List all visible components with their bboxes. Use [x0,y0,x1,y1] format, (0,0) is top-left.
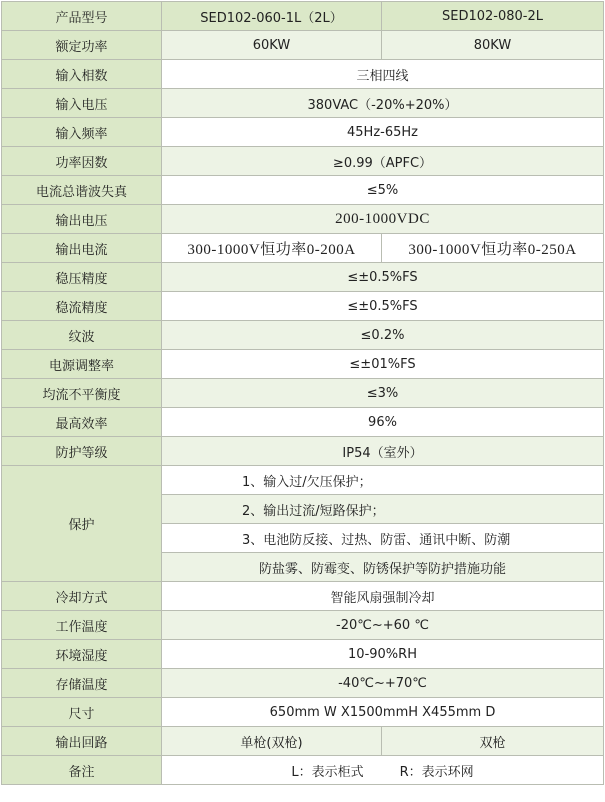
row-label: 纹波 [2,321,162,350]
row-value-b: 80KW [382,31,604,60]
protection-row [2,466,604,495]
row-label: 防护等级 [2,437,162,466]
model-b: SED102-080-2L [382,2,604,31]
row-label: 均流不平衡度 [2,379,162,408]
table-row [2,727,604,756]
row-value-a: 300-1000V恒功率0-200A [162,234,382,263]
row-value: ≤3% [162,379,604,408]
table-row [2,205,604,234]
row-label: 输入电压 [2,89,162,118]
row-label: 稳压精度 [2,263,162,292]
row-value: ≤5% [162,176,604,205]
table-row [2,582,604,611]
table-row [2,89,604,118]
notes-label: 备注 [2,756,162,785]
protection-item: 2、输出过流/短路保护； [162,495,604,524]
table-row [2,234,604,263]
row-value: 380VAC（-20%+20%） [162,89,604,118]
protection-item: 防盐雾、防霉变、防锈保护等防护措施功能 [162,553,604,582]
row-label: 工作温度 [2,611,162,640]
row-value: 45Hz-65Hz [162,118,604,147]
row-value: 10-90%RH [162,640,604,669]
row-label: 输出电压 [2,205,162,234]
note-l: L：表示柜式 [291,764,364,780]
protection-item: 1、输入过/欠压保护； [162,466,604,495]
row-value: ≤±01%FS [162,350,604,379]
row-label: 输出电流 [2,234,162,263]
protection-item: 3、电池防反接、过热、防雷、通讯中断、防潮 [162,524,604,553]
table-row [2,698,604,727]
row-value: -40℃~+70℃ [162,669,604,698]
row-label: 输入相数 [2,60,162,89]
protection-label: 保护 [2,466,162,582]
table-row [2,321,604,350]
row-value: IP54（室外） [162,437,604,466]
table-row [2,31,604,60]
row-value: ≤0.2% [162,321,604,350]
row-label: 存储温度 [2,669,162,698]
row-label: 电流总谐波失真 [2,176,162,205]
row-label: 输入频率 [2,118,162,147]
row-label: 冷却方式 [2,582,162,611]
row-label: 电源调整率 [2,350,162,379]
header-row [2,2,604,31]
header-label: 产品型号 [2,2,162,31]
row-label: 最高效率 [2,408,162,437]
outputs-label: 输出回路 [2,727,162,756]
table-row [2,640,604,669]
note-r: R：表示环网 [399,764,474,780]
row-label: 环境湿度 [2,640,162,669]
outputs-value-a: 单枪(双枪) [162,727,382,756]
model-a: SED102-060-1L（2L） [162,2,382,31]
row-value: 96% [162,408,604,437]
row-value: 200-1000VDC [162,205,604,234]
row-value-b: 300-1000V恒功率0-250A [382,234,604,263]
outputs-value-b: 双枪 [382,727,604,756]
table-row [2,60,604,89]
row-label: 额定功率 [2,31,162,60]
table-row [2,669,604,698]
table-row [2,263,604,292]
row-value: -20℃~+60 ℃ [162,611,604,640]
table-row [2,379,604,408]
table-row [2,437,604,466]
table-row [2,408,604,437]
table-row [2,350,604,379]
row-value: ≥0.99（APFC） [162,147,604,176]
row-value: 650mm W X1500mmH X455mm D [162,698,604,727]
row-value: ≤±0.5%FS [162,292,604,321]
table-row [2,118,604,147]
table-row [2,611,604,640]
row-value: ≤±0.5%FS [162,263,604,292]
row-label: 尺寸 [2,698,162,727]
row-value-a: 60KW [162,31,382,60]
notes-value [162,756,604,785]
table-row [2,176,604,205]
row-value: 智能风扇强制冷却 [162,582,604,611]
row-label: 稳流精度 [2,292,162,321]
table-row [2,292,604,321]
table-row [2,147,604,176]
row-value: 三相四线 [162,60,604,89]
table-row [2,756,604,785]
spec-table [1,1,604,785]
row-label: 功率因数 [2,147,162,176]
